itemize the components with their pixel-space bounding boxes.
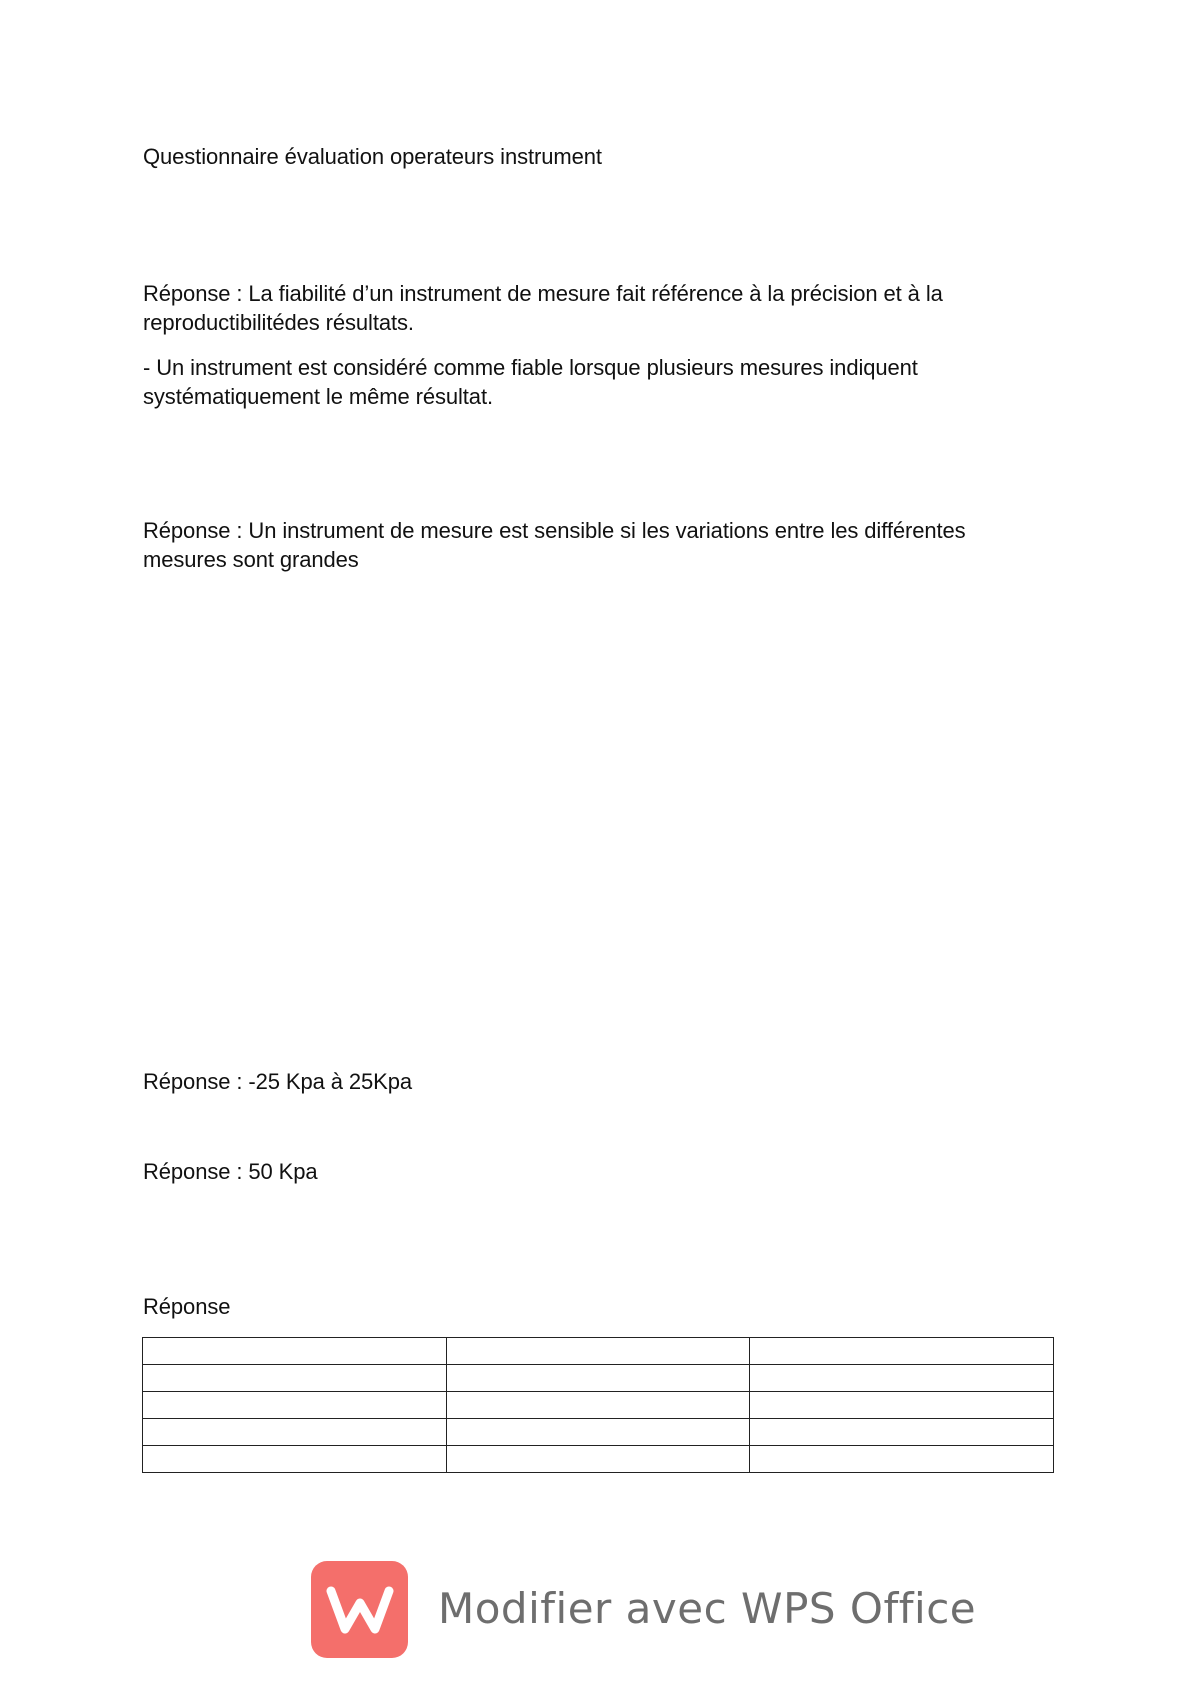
- table-cell: [143, 1338, 447, 1365]
- answer-reliability-detail: - Un instrument est considéré comme fiable lorsque plusieurs mesures indiquent systématiquement le même résultat.: [143, 355, 918, 409]
- answer-sensitivity: Réponse : Un instrument de mesure est sensible si les variations entre les différentes mesures sont grandes: [143, 518, 966, 572]
- answer-reliability: Réponse : La fiabilité d’un instrument de mesure fait référence à la précision et à la reproductibilitédes résultats.: [143, 281, 943, 335]
- answer-table-label: Réponse: [143, 1294, 231, 1319]
- table-cell: [446, 1419, 750, 1446]
- table-row: [143, 1338, 1054, 1365]
- document-title: Questionnaire évaluation operateurs instrument: [143, 144, 602, 169]
- table-row: [143, 1365, 1054, 1392]
- edit-with-wps-banner[interactable]: [311, 1560, 976, 1658]
- table-cell: [143, 1392, 447, 1419]
- table-cell: [446, 1365, 750, 1392]
- table-cell: [446, 1338, 750, 1365]
- answer-table: [142, 1337, 1054, 1473]
- edit-with-wps-label[interactable]: Modifier avec WPS Office: [438, 1584, 977, 1633]
- table-row: [143, 1419, 1054, 1446]
- table-row: [143, 1446, 1054, 1473]
- table-cell: [143, 1446, 447, 1473]
- table-cell: [143, 1365, 447, 1392]
- table-cell: [446, 1392, 750, 1419]
- table-cell: [446, 1446, 750, 1473]
- table-cell: [750, 1419, 1054, 1446]
- table-row: [143, 1392, 1054, 1419]
- table-cell: [143, 1419, 447, 1446]
- table-cell: [750, 1392, 1054, 1419]
- answer-range: Réponse : -25 Kpa à 25Kpa: [143, 1069, 413, 1094]
- wps-office-logo-icon: [311, 1561, 408, 1658]
- table-cell: [750, 1338, 1054, 1365]
- table-cell: [750, 1446, 1054, 1473]
- table-cell: [750, 1365, 1054, 1392]
- answer-span: Réponse : 50 Kpa: [143, 1159, 318, 1184]
